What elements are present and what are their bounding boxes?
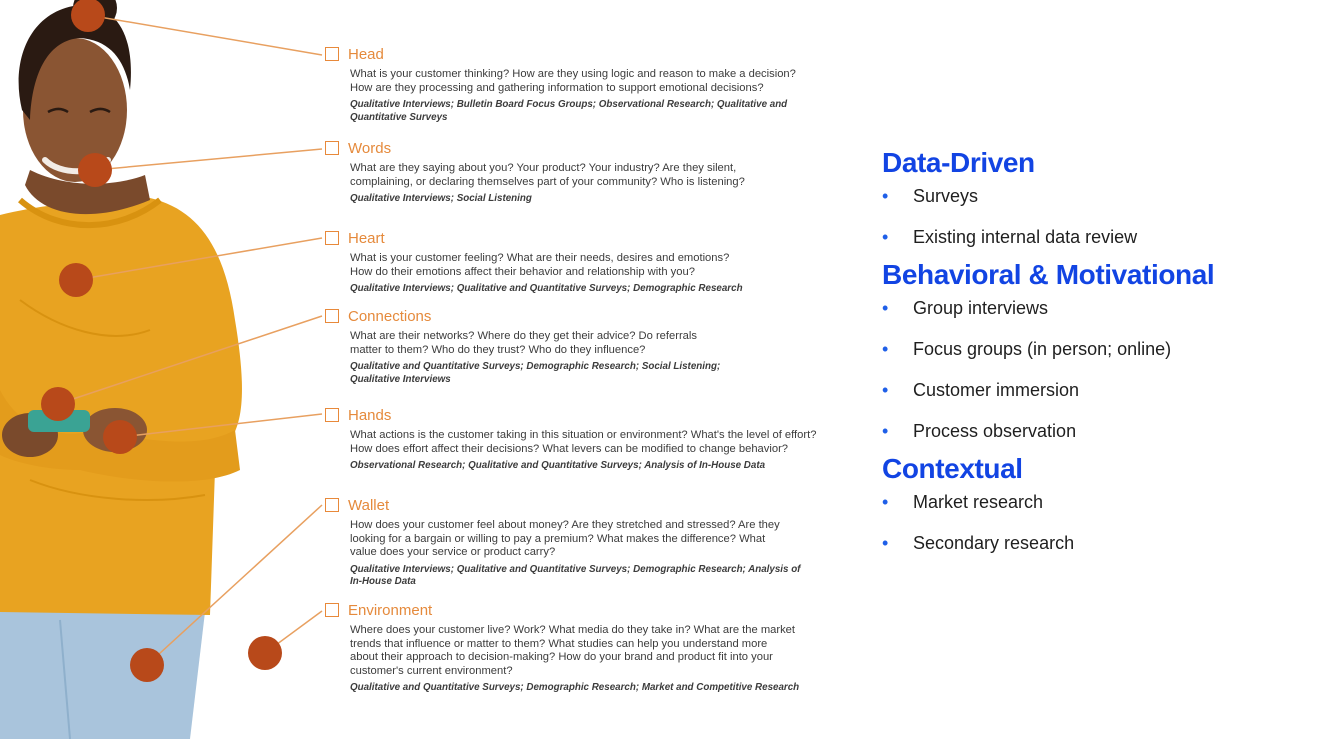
jeans bbox=[0, 610, 205, 739]
section-description: What are their networks? Where do they get their advice? Do referrals matter to them? Who do they trust? Who do they influence? bbox=[350, 330, 697, 356]
bullet-icon: • bbox=[882, 339, 889, 359]
list-item-label: Surveys bbox=[913, 186, 979, 206]
section-title: Heart bbox=[348, 229, 385, 247]
list-item-label: Process observation bbox=[913, 421, 1077, 441]
section-methods: Qualitative Interviews; Qualitative and Quantitative Surveys; Demographic Research bbox=[350, 283, 743, 294]
list-item-label: Existing internal data review bbox=[913, 227, 1138, 247]
section-title: Wallet bbox=[348, 496, 390, 514]
section-methods: Qualitative and Quantitative Surveys; Demographic Research; Market and Competitive Research bbox=[350, 682, 800, 693]
person-illustration bbox=[0, 0, 260, 739]
category-heading: Behavioral & Motivational bbox=[882, 259, 1215, 290]
research-categories bbox=[882, 146, 1302, 572]
section-environment bbox=[325, 600, 855, 695]
list-item bbox=[882, 531, 1302, 572]
category-heading: Data-Driven bbox=[882, 147, 1035, 178]
list-item bbox=[882, 184, 1302, 225]
bullet-icon: • bbox=[882, 227, 889, 247]
bullet-icon: • bbox=[882, 492, 889, 512]
right-hand bbox=[83, 408, 147, 452]
section-description: Where does your customer live? Work? What media do they take in? What are the market trends that influence or matter to them? What studies can help you understand more about their approach to decision-making? How do your brand and product fit into your customer's current environment? bbox=[350, 624, 796, 677]
list-item-label: Customer immersion bbox=[913, 380, 1080, 400]
section-description: What are they saying about you? Your product? Your industry? Are they silent, complaining, or declaring themselves part of your community? Who is listening? bbox=[350, 162, 745, 188]
section-methods: Qualitative Interviews; Social Listening bbox=[350, 193, 532, 204]
section-description: What actions is the customer taking in this situation or environment? What's the level of effort? How does effort affect their decisions? What levers can be modified to change behavior? bbox=[350, 429, 817, 455]
words-checkbox[interactable] bbox=[325, 141, 339, 155]
section-title: Words bbox=[348, 139, 392, 157]
list-item-label: Market research bbox=[913, 492, 1044, 512]
list-item bbox=[882, 337, 1302, 378]
list-item bbox=[882, 225, 1302, 266]
section-methods: Observational Research; Qualitative and Quantitative Surveys; Analysis of In-House Data bbox=[350, 460, 766, 471]
section-title: Hands bbox=[348, 406, 392, 424]
section-head bbox=[325, 44, 855, 124]
list-item-label: Secondary research bbox=[913, 533, 1075, 553]
bullet-icon: • bbox=[882, 533, 889, 553]
section-hands bbox=[325, 405, 855, 473]
section-description: What is your customer feeling? What are their needs, desires and emotions? How do their emotions affect their behavior and relationship with you? bbox=[350, 252, 730, 278]
section-methods: Qualitative Interviews; Bulletin Board Focus Groups; Observational Research; Qualitative and Quantitative Surveys bbox=[350, 99, 788, 123]
section-methods: Qualitative and Quantitative Surveys; Demographic Research; Social Listening; Qualitative Interviews bbox=[350, 361, 721, 385]
head-checkbox[interactable] bbox=[325, 47, 339, 61]
environment-checkbox[interactable] bbox=[325, 603, 339, 617]
section-title: Head bbox=[348, 45, 384, 63]
category-list bbox=[882, 184, 1302, 266]
section-words bbox=[325, 138, 855, 206]
wallet-checkbox[interactable] bbox=[325, 498, 339, 512]
sweater bbox=[0, 198, 242, 615]
section-description: What is your customer thinking? How are they using logic and reason to make a decision? How are they processing and gathering information to support emotional decisions? bbox=[350, 68, 796, 94]
bullet-icon: • bbox=[882, 186, 889, 206]
hands-checkbox[interactable] bbox=[325, 408, 339, 422]
section-wallet bbox=[325, 495, 855, 589]
list-item-label: Focus groups (in person; online) bbox=[913, 339, 1172, 359]
section-description: How does your customer feel about money? Are they stretched and stressed? Are they looking for a bargain or willing to pay a premium? What makes the difference? What value does your service or product carry? bbox=[350, 519, 780, 558]
section-title: Environment bbox=[348, 601, 433, 619]
section-heart bbox=[325, 228, 855, 296]
section-title: Connections bbox=[348, 307, 432, 325]
heart-checkbox[interactable] bbox=[325, 231, 339, 245]
connections-checkbox[interactable] bbox=[325, 309, 339, 323]
list-item-label: Group interviews bbox=[913, 298, 1049, 318]
category-heading: Contextual bbox=[882, 453, 1023, 484]
bullet-icon: • bbox=[882, 298, 889, 318]
bullet-icon: • bbox=[882, 380, 889, 400]
bullet-icon: • bbox=[882, 421, 889, 441]
section-connections bbox=[325, 306, 855, 386]
phone bbox=[28, 410, 90, 432]
list-item bbox=[882, 490, 1302, 531]
list-item bbox=[882, 378, 1302, 419]
category-list bbox=[882, 490, 1302, 572]
list-item bbox=[882, 296, 1302, 337]
list-item bbox=[882, 419, 1302, 460]
section-methods: Qualitative Interviews; Qualitative and Quantitative Surveys; Demographic Research; Analysis of In-House Data bbox=[350, 563, 801, 587]
category-list bbox=[882, 296, 1302, 460]
